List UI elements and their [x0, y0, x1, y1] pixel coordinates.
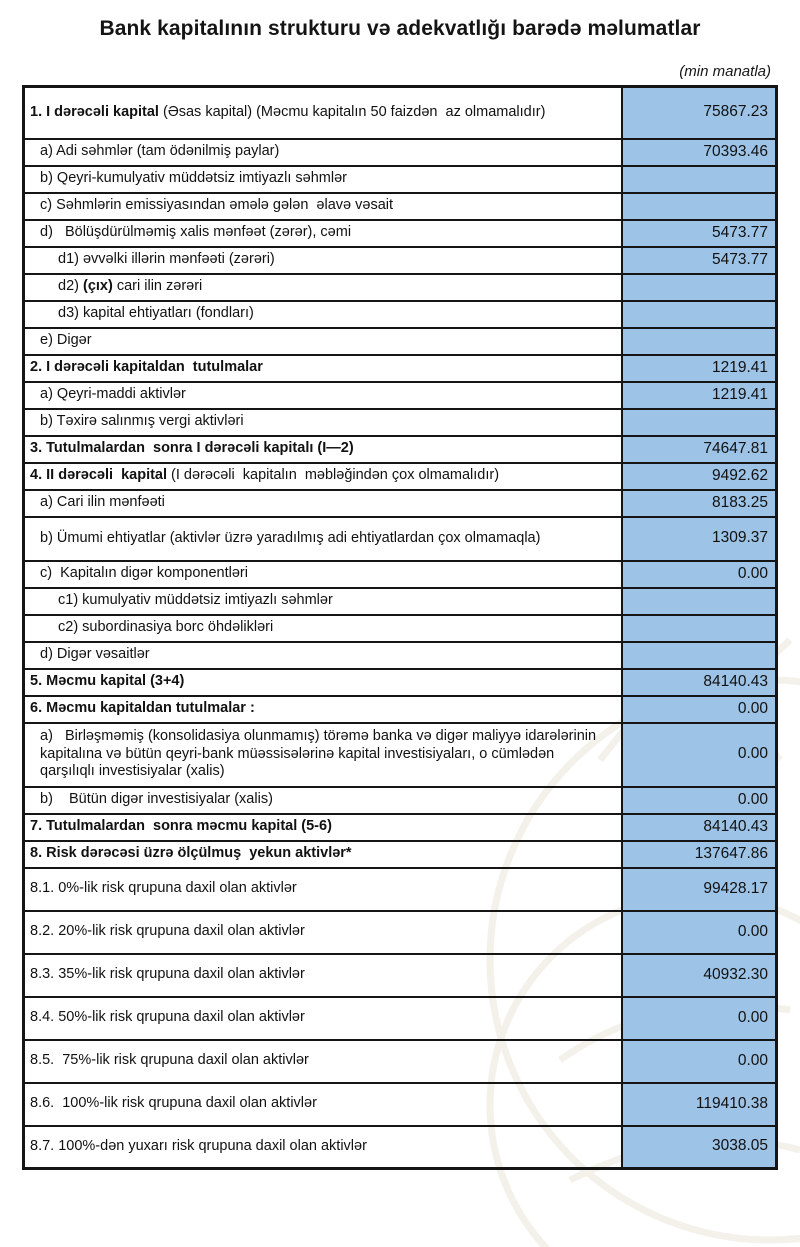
unit-note: (min manatla): [679, 63, 771, 80]
row-value: 5473.77: [622, 220, 777, 247]
row-label: c) Kapitalın digər komponentləri: [24, 561, 622, 588]
row-label: d1) əvvəlki illərin mənfəəti (zərəri): [24, 247, 622, 274]
page-title: Bank kapitalının strukturu və adekvatlığı barədə məlumatlar: [99, 17, 701, 40]
row-label: d3) kapital ehtiyatları (fondları): [24, 301, 622, 328]
table-row: [24, 911, 777, 954]
table-row: [24, 1126, 777, 1169]
row-value: 40932.30: [622, 954, 777, 997]
row-label: a) Birləşməmiş (konsolidasiya olunmamış) törəmə banka və digər maliyyə idarələrinin kapitalına və bütün qeyri-bank müəssisələrinə kapital investisiyaları, o cümlədən qarşılıqlı investisiyalar (xalis): [24, 723, 622, 787]
table-row: [24, 841, 777, 868]
table-row: [24, 696, 777, 723]
row-value: 70393.46: [622, 139, 777, 166]
table-row: [24, 409, 777, 436]
row-value: [622, 328, 777, 355]
table-row: [24, 490, 777, 517]
table-row: [24, 723, 777, 787]
capital-table: [22, 85, 778, 1170]
capital-table-body: [24, 87, 777, 1169]
table-row: [24, 561, 777, 588]
row-label: 5. Məcmu kapital (3+4): [24, 669, 622, 696]
table-row: [24, 193, 777, 220]
row-value: [622, 274, 777, 301]
row-label: 8.7. 100%-dən yuxarı risk qrupuna daxil olan aktivlər: [24, 1126, 622, 1169]
row-value: 0.00: [622, 1040, 777, 1083]
row-value: 99428.17: [622, 868, 777, 911]
row-label: e) Digər: [24, 328, 622, 355]
row-label: a) Qeyri-maddi aktivlər: [24, 382, 622, 409]
row-value: 137647.86: [622, 841, 777, 868]
table-row: [24, 328, 777, 355]
row-value: 1309.37: [622, 517, 777, 561]
row-label: d) Digər vəsaitlər: [24, 642, 622, 669]
row-value: 84140.43: [622, 669, 777, 696]
table-row: [24, 220, 777, 247]
table-row: [24, 139, 777, 166]
table-row: [24, 1040, 777, 1083]
row-label: c) Səhmlərin emissiyasından əmələ gələn əlavə vəsait: [24, 193, 622, 220]
row-value: [622, 166, 777, 193]
row-value: 0.00: [622, 561, 777, 588]
table-row: [24, 517, 777, 561]
row-label: 7. Tutulmalardan sonra məcmu kapital (5-6): [24, 814, 622, 841]
row-label: c1) kumulyativ müddətsiz imtiyazlı səhmlər: [24, 588, 622, 615]
table-row: [24, 274, 777, 301]
row-label: a) Cari ilin mənfəəti: [24, 490, 622, 517]
row-label: 2. I dərəcəli kapitaldan tutulmalar: [24, 355, 622, 382]
row-value: 1219.41: [622, 382, 777, 409]
row-label: 8. Risk dərəcəsi üzrə ölçülmuş yekun aktivlər*: [24, 841, 622, 868]
row-label: 8.1. 0%-lik risk qrupuna daxil olan aktivlər: [24, 868, 622, 911]
table-row: [24, 436, 777, 463]
row-value: 0.00: [622, 787, 777, 814]
row-value: 8183.25: [622, 490, 777, 517]
row-label: 8.6. 100%-lik risk qrupuna daxil olan aktivlər: [24, 1083, 622, 1126]
row-value: [622, 409, 777, 436]
row-value: [622, 615, 777, 642]
row-label: 8.5. 75%-lik risk qrupuna daxil olan aktivlər: [24, 1040, 622, 1083]
row-value: 0.00: [622, 911, 777, 954]
row-label: 8.3. 35%-lik risk qrupuna daxil olan aktivlər: [24, 954, 622, 997]
row-label: b) Qeyri-kumulyativ müddətsiz imtiyazlı səhmlər: [24, 166, 622, 193]
row-value: 119410.38: [622, 1083, 777, 1126]
row-value: 84140.43: [622, 814, 777, 841]
row-label: 3. Tutulmalardan sonra I dərəcəli kapitalı (I—2): [24, 436, 622, 463]
row-value: 75867.23: [622, 87, 777, 139]
row-value: 9492.62: [622, 463, 777, 490]
table-row: [24, 87, 777, 139]
row-value: 0.00: [622, 723, 777, 787]
table-row: [24, 787, 777, 814]
table-row: [24, 997, 777, 1040]
table-row: [24, 382, 777, 409]
row-value: [622, 301, 777, 328]
row-value: [622, 642, 777, 669]
table-row: [24, 247, 777, 274]
table-row: [24, 642, 777, 669]
row-value: 5473.77: [622, 247, 777, 274]
row-label: b) Bütün digər investisiyalar (xalis): [24, 787, 622, 814]
row-label: 6. Məcmu kapitaldan tutulmalar :: [24, 696, 622, 723]
row-label: d2) (çıx) cari ilin zərəri: [24, 274, 622, 301]
table-row: [24, 814, 777, 841]
table-row: [24, 954, 777, 997]
table-row: [24, 463, 777, 490]
row-value: 74647.81: [622, 436, 777, 463]
row-value: 0.00: [622, 696, 777, 723]
row-value: 1219.41: [622, 355, 777, 382]
row-label: 4. II dərəcəli kapital (I dərəcəli kapitalın məbləğindən çox olmamalıdır): [24, 463, 622, 490]
table-row: [24, 669, 777, 696]
row-label: c2) subordinasiya borc öhdəlikləri: [24, 615, 622, 642]
row-label: b) Ümumi ehtiyatlar (aktivlər üzrə yaradılmış adi ehtiyatlardan çox olmamaqla): [24, 517, 622, 561]
table-row: [24, 355, 777, 382]
table-row: [24, 301, 777, 328]
row-value: [622, 193, 777, 220]
row-label: a) Adi səhmlər (tam ödənilmiş paylar): [24, 139, 622, 166]
table-row: [24, 868, 777, 911]
row-label: 8.4. 50%-lik risk qrupuna daxil olan aktivlər: [24, 997, 622, 1040]
row-label: 1. I dərəcəli kapital (Əsas kapital) (Məcmu kapitalın 50 faizdən az olmamalıdır): [24, 87, 622, 139]
row-value: 3038.05: [622, 1126, 777, 1169]
table-row: [24, 615, 777, 642]
row-value: [622, 588, 777, 615]
row-label: d) Bölüşdürülməmiş xalis mənfəət (zərər), cəmi: [24, 220, 622, 247]
row-value: 0.00: [622, 997, 777, 1040]
row-label: b) Təxirə salınmış vergi aktivləri: [24, 409, 622, 436]
row-label: 8.2. 20%-lik risk qrupuna daxil olan aktivlər: [24, 911, 622, 954]
table-row: [24, 588, 777, 615]
table-row: [24, 166, 777, 193]
table-row: [24, 1083, 777, 1126]
